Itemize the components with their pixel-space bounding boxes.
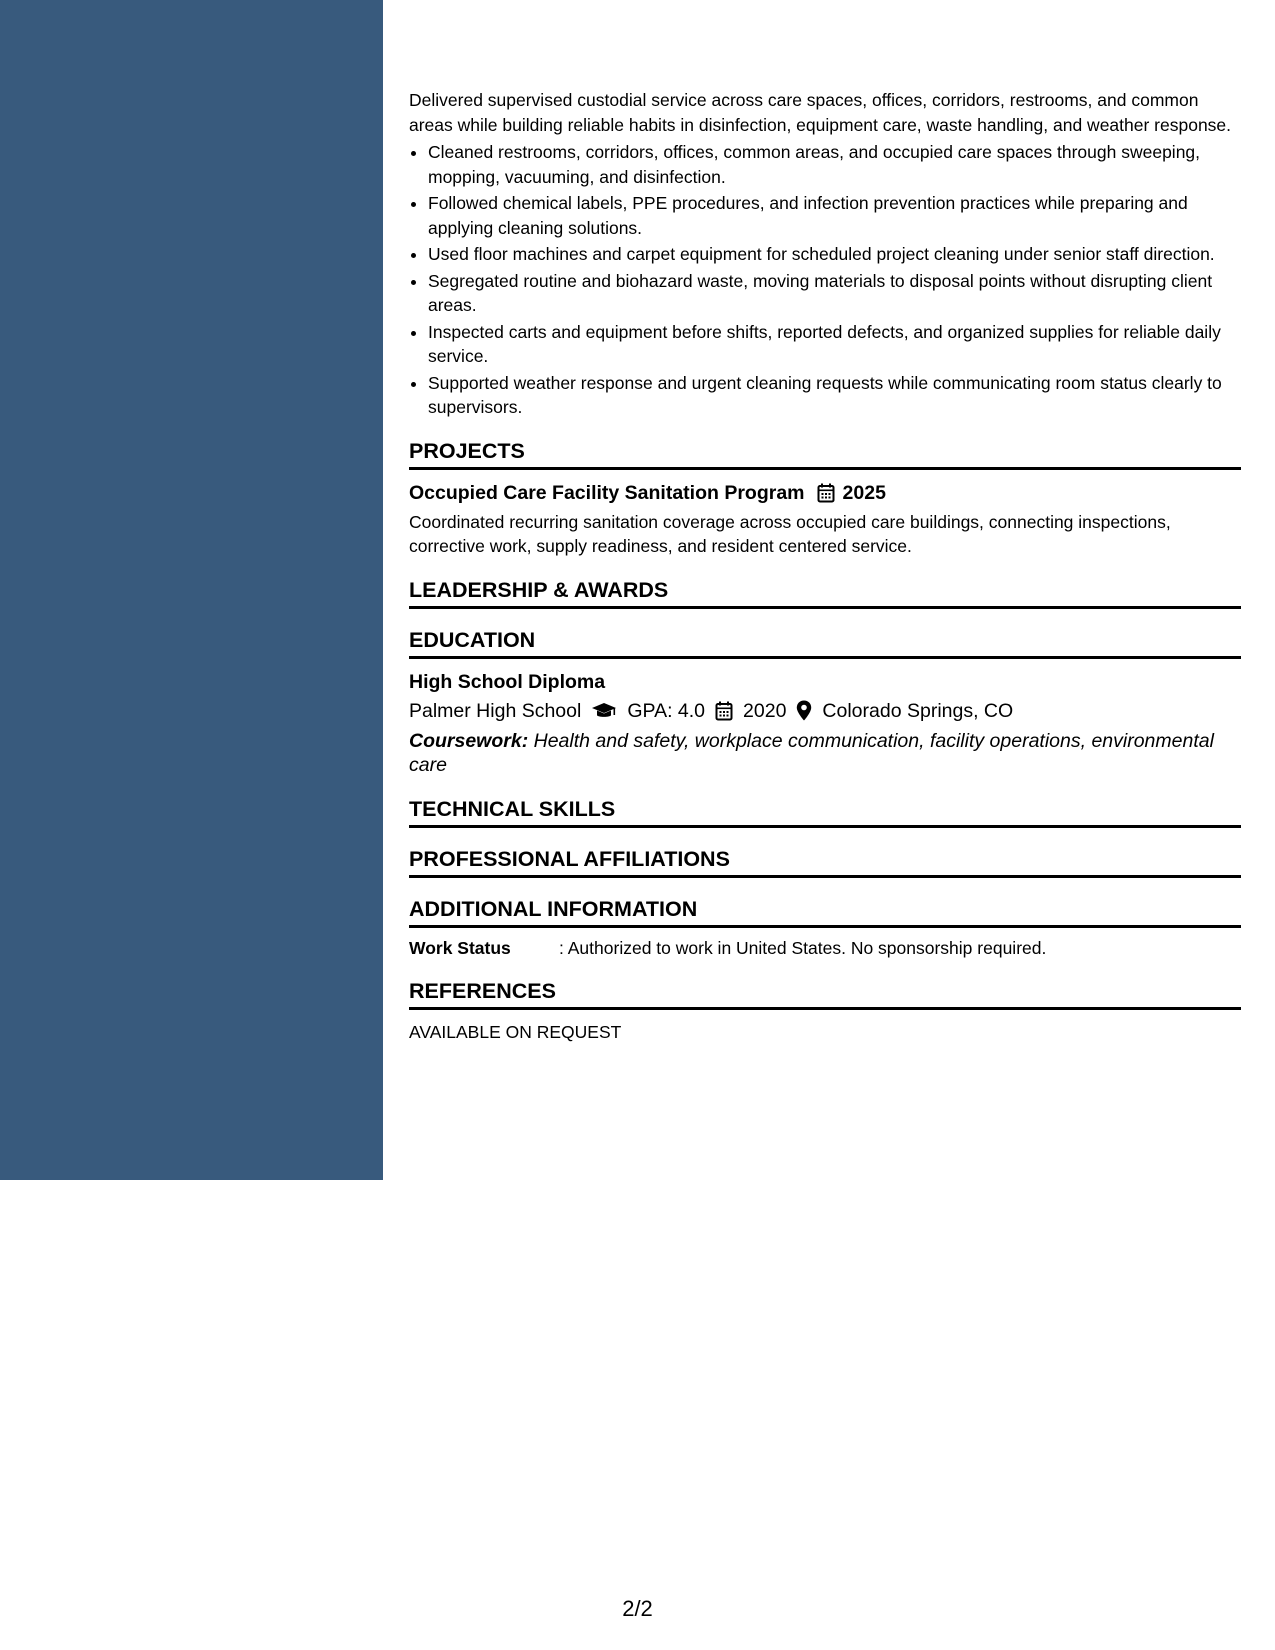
project-year: 2025 [842,481,886,504]
map-pin-icon [796,700,812,721]
list-item: • Followed chemical labels, PPE procedures, and infection prevention practices while preparing and applying cleaning solutions. [428,191,1241,240]
education-meta-row [409,697,1241,725]
gpa: GPA: 4.0 [627,699,706,722]
section-title-additional-info: ADDITIONAL INFORMATION [409,896,1241,928]
references-section [409,978,1241,1044]
leadership-section [409,577,1241,609]
sidebar-panel [0,0,383,1180]
technical-skills-section [409,796,1241,828]
work-status-value: : Authorized to work in United States. No sponsorship required. [559,937,1047,958]
calendar-icon [715,701,733,721]
list-item: • Segregated routine and biohazard waste, moving materials to disposal points without disrupting client areas. [428,269,1241,318]
references-text: AVAILABLE ON REQUEST [409,1021,622,1042]
degree-title: High School Diploma [409,670,606,693]
work-status-row [409,936,1241,960]
experience-summary: Delivered supervised custodial service across care spaces, offices, corridors, restrooms, and common areas while building reliable habits in disinfection, equipment care, waste handling, and weather response. [409,90,1232,135]
coursework-list: Health and safety, workplace communication, facility operations, environmental care [409,729,1214,776]
school-name: Palmer High School [409,699,582,722]
education-section [409,627,1241,778]
project-name: Occupied Care Facility Sanitation Program [409,481,805,504]
list-item: • Cleaned restrooms, corridors, offices, common areas, and occupied care spaces through sweeping, mopping, vacuuming, and disinfection. [428,140,1241,189]
project-description: Coordinated recurring sanitation coverage across occupied care buildings, connecting inspections, corrective work, supply readiness, and resident centered service. [409,511,1171,556]
projects-section [409,438,1241,559]
graduation-year: 2020 [743,699,787,722]
section-title-technical-skills: TECHNICAL SKILLS [409,796,1241,828]
section-title-education: EDUCATION [409,627,1241,659]
list-item: • Supported weather response and urgent cleaning requests while communicating room status clearly to supervisors. [428,371,1241,420]
coursework-label: Coursework: [409,729,529,752]
list-item: • Inspected carts and equipment before shifts, reported defects, and organized supplies for reliable daily service. [428,320,1241,369]
page-number: 2/2 [622,1596,653,1621]
school-location: Colorado Springs, CO [822,699,1014,722]
section-title-leadership: LEADERSHIP & AWARDS [409,577,1241,609]
experience-bullets [409,140,1241,420]
list-item: • Used floor machines and carpet equipment for scheduled project cleaning under senior staff direction. [428,242,1241,267]
affiliations-section [409,846,1241,878]
section-title-affiliations: PROFESSIONAL AFFILIATIONS [409,846,1241,878]
project-title-row [409,480,1241,506]
work-status-label: Work Status [409,937,511,958]
additional-info-section [409,896,1241,960]
section-title-projects: PROJECTS [409,438,1241,470]
resume-main-column [409,88,1241,1044]
section-title-references: REFERENCES [409,978,1241,1010]
coursework [409,729,1241,778]
calendar-icon [817,483,835,503]
graduation-cap-icon [591,702,617,720]
